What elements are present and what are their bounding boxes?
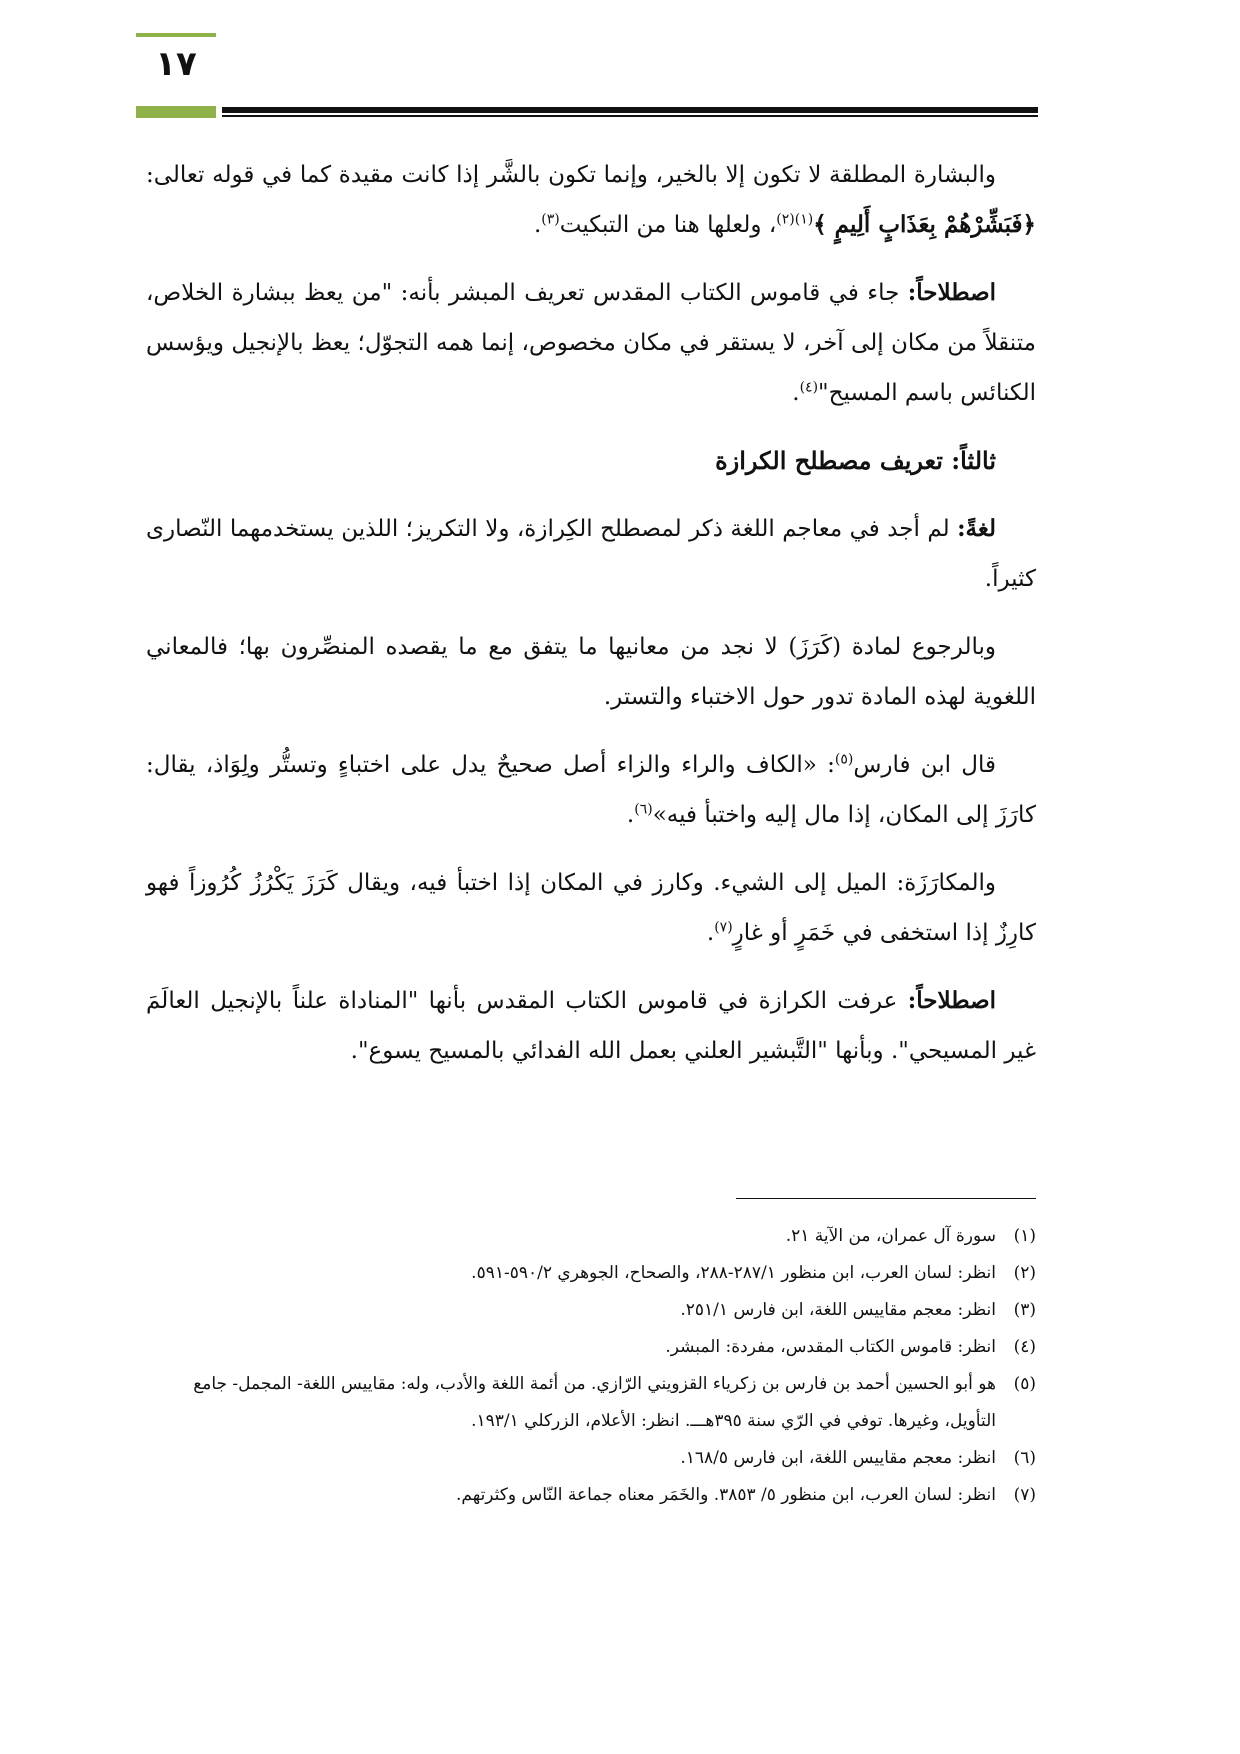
paragraph-5-b: : «الكاف والراء والزاء أصل صحيحٌ يدل على اختباءٍ وتستُّر ولِوَاذ، يقال: كارَزَ إلى المكان، إذا مال إليه واختبأ فيه» (146, 752, 1036, 828)
paragraph-1 (146, 150, 1036, 250)
paragraph-3-text: لم أجد في معاجم اللغة ذكر لمصطلح الكِرازة، ولا التكريز؛ اللذين يستخدمهما النّصارى كثيراً. (146, 516, 1036, 592)
footnote-ref-1[interactable]: (١) (794, 211, 814, 228)
paragraph-5-a: قال ابن فارس (853, 752, 996, 778)
footnote-ref-3[interactable]: (٣) (541, 211, 560, 228)
header-accent-line (136, 33, 216, 37)
paragraph-1-tail: ، ولعلها هنا من التبكيت (559, 212, 777, 238)
section-heading-label: ثالثاً: (951, 446, 996, 475)
term-label-linguistic: لغةً: (957, 515, 996, 542)
term-label-technical: اصطلاحاً: (907, 279, 996, 306)
footnote-item (146, 1255, 1036, 1292)
paragraph-6 (146, 858, 1036, 958)
footnotes (146, 1218, 1036, 1514)
footnote-text: انظر: قاموس الكتاب المقدس، مفردة: المبشر. (665, 1337, 996, 1357)
footnote-item (146, 1329, 1036, 1366)
footnote-text: انظر: لسان العرب، ابن منظور ٢٨٧/١-٢٨٨، والصحاح، الجوهري ٥٩٠/٢-٥٩١. (471, 1263, 996, 1283)
footnote-ref-2[interactable]: (٢) (776, 211, 795, 228)
paragraph-2-end: . (792, 380, 800, 406)
footnote-item (146, 1218, 1036, 1255)
footnote-number: (١) (1013, 1226, 1036, 1246)
paragraph-6-end: . (706, 920, 715, 946)
section-heading (146, 436, 1036, 486)
footnote-item (146, 1366, 1036, 1440)
footnote-text: انظر: لسان العرب، ابن منظور ٥/ ٣٨٥٣. والخَمَر معناه جماعة النّاس وكثرتهم. (456, 1485, 996, 1505)
footnote-ref-7[interactable]: (٧) (714, 919, 733, 936)
footnote-ref-5[interactable]: (٥) (834, 751, 854, 768)
paragraph-7-text: عرفت الكرازة في قاموس الكتاب المقدس بأنها "المناداة علناً بالإنجيل العالَمَ غير المسيحي". وبأنها "التَّبشير العلني بعمل الله الفدائي بالمسيح يسوع". (146, 988, 1036, 1064)
footnote-separator (736, 1198, 1036, 1199)
footnote-number: (٦) (1013, 1448, 1036, 1468)
footnote-number: (٢) (1013, 1263, 1036, 1283)
footnote-ref-6[interactable]: (٦) (634, 801, 653, 818)
footnote-number: (٤) (1013, 1337, 1036, 1357)
footnote-number: (٣) (1013, 1300, 1036, 1320)
header-rule (222, 107, 1038, 113)
header-rule-thin (222, 115, 1038, 117)
footnote-ref-4[interactable]: (٤) (799, 379, 819, 396)
footnote-number: (٧) (1013, 1485, 1036, 1505)
paragraph-2-text: جاء في قاموس الكتاب المقدس تعريف المبشر بأنه: "من يعظ ببشارة الخلاص، متنقلاً من مكان إلى آخر، لا يستقر في مكان مخصوص، إنما همه التجوّل؛ يعظ بالإنجيل ويؤسس الكنائس باسم المسيح" (146, 280, 1036, 406)
header-accent-bar (136, 106, 216, 118)
section-heading-title: تعريف مصطلح الكرازة (715, 446, 952, 475)
page-header (0, 0, 1240, 140)
paragraph-6-text: والمكارَزَة: الميل إلى الشيء. وكارز في المكان إذا اختبأ فيه، ويقال كَرَزَ يَكْرُزُ كُرُوزاً فهو كارِزٌ إذا استخفى في خَمَرٍ أو غارٍ (146, 870, 1036, 946)
main-text (146, 150, 1036, 1094)
footnote-item (146, 1292, 1036, 1329)
paragraph-7 (146, 976, 1036, 1076)
page-number: ١٧ (155, 44, 197, 84)
paragraph-4: وبالرجوع لمادة (كَرَزَ) لا نجد من معانيها ما يتفق مع ما يقصده المنصِّرون بها؛ فالمعاني اللغوية لهذه المادة تدور حول الاختباء والتستر. (146, 634, 1036, 710)
footnote-text: سورة آل عمران، من الآية ٢١. (785, 1226, 996, 1246)
term-label-technical-2: اصطلاحاً: (907, 987, 996, 1014)
footnote-text: هو أبو الحسين أحمد بن فارس بن زكرياء القزويني الرّازي. من أئمة اللغة والأدب، وله: مقاييس اللغة- المجمل- جامع التأويل، وغيرها. توفي في الرّي سنة ٣٩٥هـــ. انظر: الأعلام، الزركلي ١٩٣/١. (193, 1374, 996, 1431)
quran-verse: ﴿فَبَشِّرْهُمْ بِعَذَابٍ أَلِيمٍ ﴾ (813, 211, 1036, 238)
paragraph-2 (146, 268, 1036, 418)
footnote-text: انظر: معجم مقاييس اللغة، ابن فارس ٢٥١/١. (680, 1300, 996, 1320)
footnote-item (146, 1477, 1036, 1514)
paragraph-1-end: . (533, 212, 542, 238)
paragraph-5-end: . (626, 802, 635, 828)
footnote-text: انظر: معجم مقاييس اللغة، ابن فارس ١٦٨/٥. (680, 1448, 996, 1468)
paragraph-5 (146, 740, 1036, 840)
paragraph-1-text: والبشارة المطلقة لا تكون إلا بالخير، وإنما تكون بالشَّر إذا كانت مقيدة كما في قوله تعالى: (146, 162, 996, 188)
footnote-item (146, 1440, 1036, 1477)
paragraph-3 (146, 504, 1036, 604)
footnote-number: (٥) (1013, 1374, 1036, 1394)
